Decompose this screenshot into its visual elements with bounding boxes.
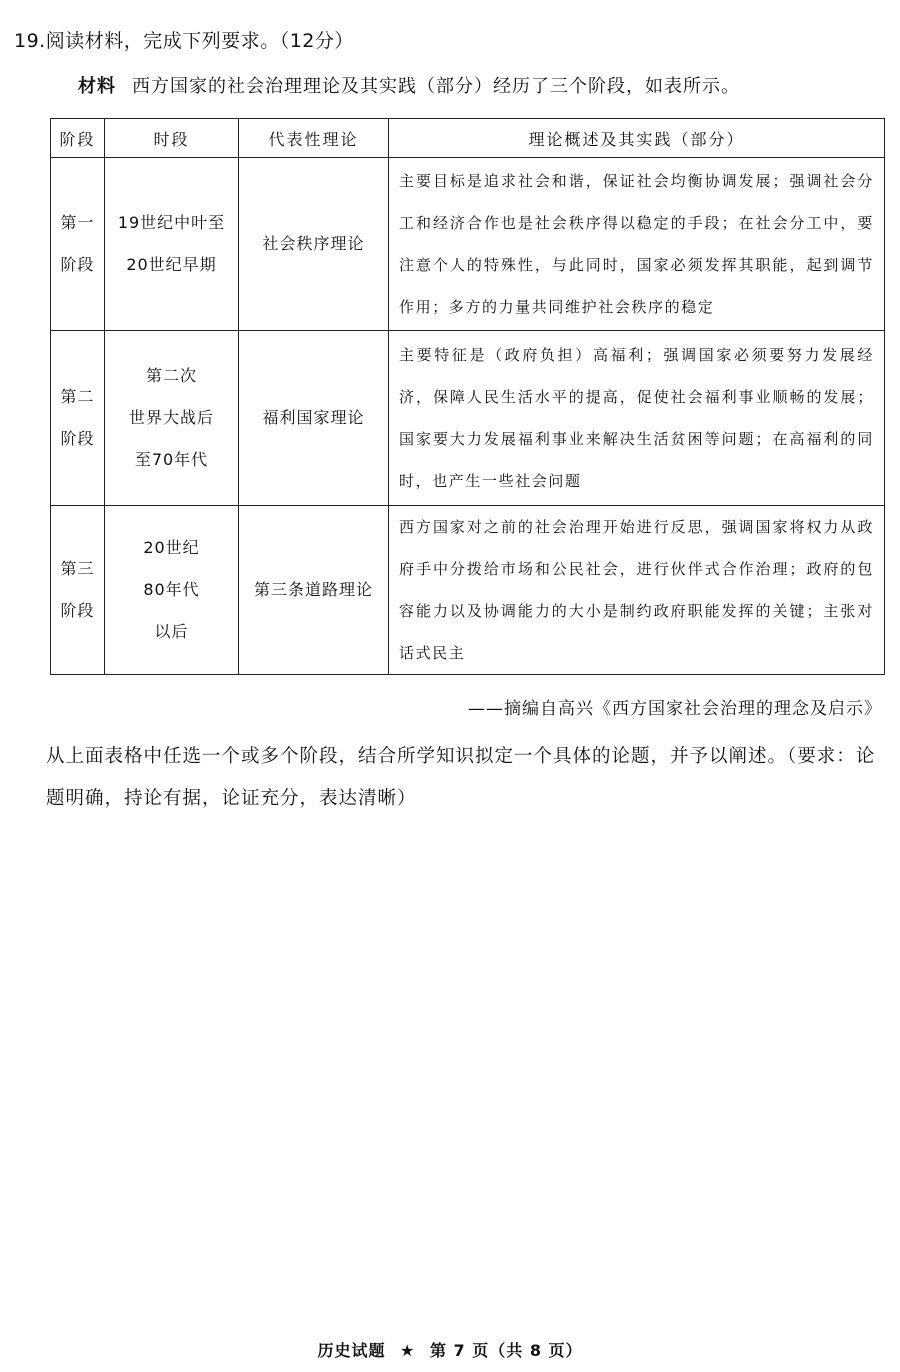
header-period: 时段: [105, 119, 239, 158]
stage-line: 第三: [60, 559, 95, 578]
theory-cell: 社会秩序理论: [239, 158, 389, 331]
stage-cell: [51, 158, 105, 331]
page-footer: [0, 1338, 900, 1361]
period-line: 20世纪早期: [126, 255, 217, 274]
description-cell: 主要目标是追求社会和谐，保证社会均衡协调发展；强调社会分工和经济合作也是社会秩序得以稳定的手段；在社会分工中，要注意个人的特殊性，与此同时，国家必须发挥其职能，起到调节作用；多方的力量共同维护社会秩序的稳定: [389, 158, 885, 331]
material-intro: [78, 72, 740, 98]
period-line: 世界大战后: [128, 408, 214, 427]
source-citation: ——摘编自高兴《西方国家社会治理的理念及启示》: [468, 699, 882, 719]
period-cell: [105, 331, 239, 506]
description-cell: 西方国家对之前的社会治理开始进行反思，强调国家将权力从政府手中分拨给市场和公民社会，进行伙伴式合作治理；政府的包容能力以及协调能力的大小是制约政府职能发挥的关键；主张对话式民主: [389, 506, 885, 675]
description-cell: 主要特征是（政府负担）高福利；强调国家必须要努力发展经济，保障人民生活水平的提高，促使社会福利事业顺畅的发展；国家要大力发展福利事业来解决生活贫困等问题；在高福利的同时，也产生一些社会问题: [389, 331, 885, 506]
table-row: [51, 331, 885, 506]
stage-cell: [51, 331, 105, 506]
table-row: [51, 506, 885, 675]
table-header-row: [51, 119, 885, 158]
stage-line: 阶段: [60, 255, 95, 274]
table-row: [51, 158, 885, 331]
stage-line: 阶段: [60, 601, 95, 620]
stage-line: 第二: [60, 387, 95, 406]
task-prompt: 从上面表格中任选一个或多个阶段，结合所学知识拟定一个具体的论题，并予以阐述。（要求：论题明确，持论有据，论证充分，表达清晰）: [46, 746, 876, 809]
period-line: 19世纪中叶至: [117, 213, 226, 232]
period-line: 以后: [154, 622, 189, 641]
header-description: 理论概述及其实践（部分）: [389, 119, 885, 158]
period-cell: [105, 506, 239, 675]
stage-line: 第一: [60, 213, 95, 232]
material-label: 材料: [78, 76, 116, 97]
header-stage: 阶段: [51, 119, 105, 158]
material-table: [50, 118, 885, 675]
stage-line: 阶段: [60, 429, 95, 448]
period-line: 20世纪: [143, 538, 200, 557]
period-line: 80年代: [143, 580, 200, 599]
period-line: 至70年代: [134, 450, 209, 469]
stage-cell: [51, 506, 105, 675]
question-title: 19.阅读材料，完成下列要求。（12分）: [14, 30, 354, 52]
footer-subject: 历史试题: [317, 1341, 386, 1360]
theory-cell: 福利国家理论: [239, 331, 389, 506]
material-intro-text: 西方国家的社会治理理论及其实践（部分）经历了三个阶段，如表所示。: [132, 76, 740, 97]
period-line: 第二次: [145, 366, 197, 385]
footer-page-number: 第 7 页（共 8 页）: [429, 1341, 583, 1360]
theory-cell: 第三条道路理论: [239, 506, 389, 675]
period-cell: [105, 158, 239, 331]
header-theory: 代表性理论: [239, 119, 389, 158]
star-icon: ★: [400, 1341, 416, 1360]
